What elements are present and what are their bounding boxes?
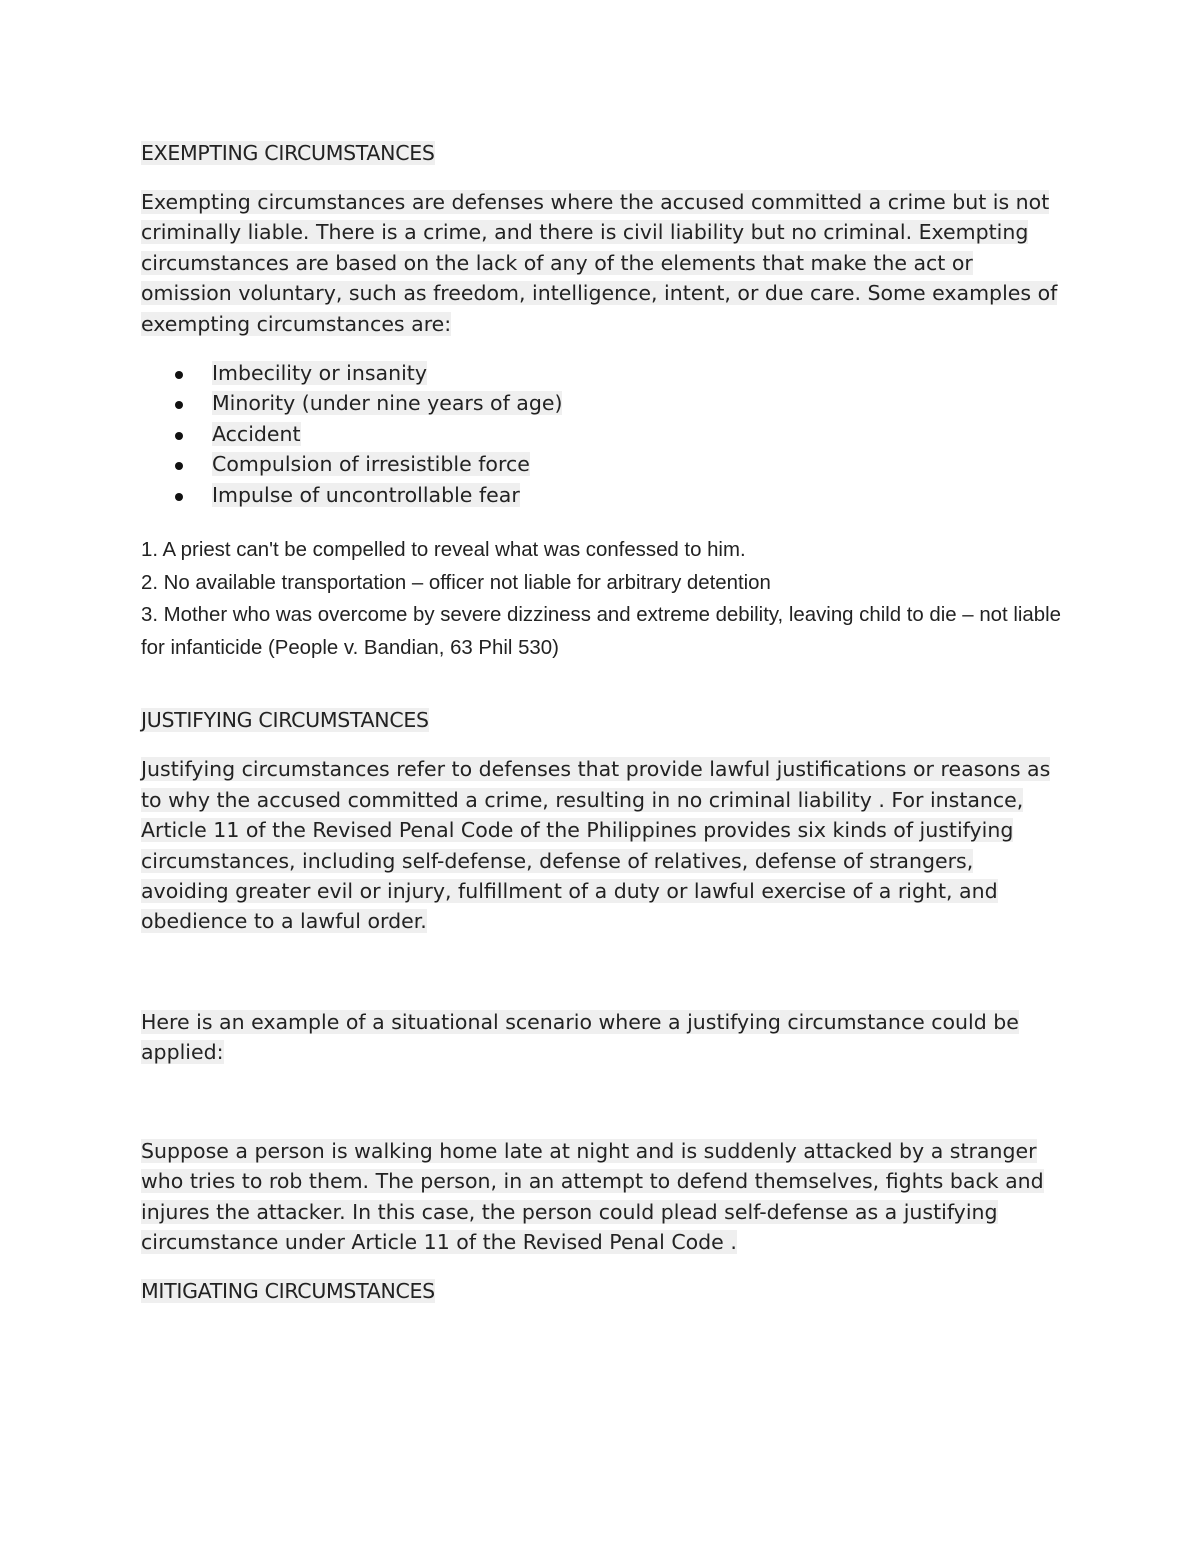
list-item: Imbecility or insanity <box>141 358 1066 388</box>
mitigating-heading <box>141 1276 1066 1306</box>
bullet-icon <box>175 401 183 409</box>
list-item: Minority (under nine years of age) <box>141 388 1066 418</box>
list-item: Impulse of uncontrollable fear <box>141 480 1066 510</box>
mitigating-heading-text: MITIGATING CIRCUMSTANCES <box>141 1279 435 1304</box>
document-page <box>141 138 1066 1306</box>
scenario-paragraph-text: Suppose a person is walking home late at night and is suddenly attacked by a stranger who tries to rob them. The person, in an attempt to defend themselves, fights back and injures the attacker. In this case, the person could plead self-defense as a justifying circumstance under Article 11 of the Revised Penal Code . <box>141 1138 1044 1254</box>
justifying-heading <box>141 705 1066 735</box>
exempting-examples-list <box>141 358 1066 510</box>
justifying-paragraph <box>141 754 1066 936</box>
bullet-icon <box>175 371 183 379</box>
numbered-example-3: 3. Mother who was overcome by severe dizziness and extreme debility, leaving child to die – not liable for infanticide (People v. Bandian, 63 Phil 530) <box>141 604 1061 659</box>
bullet-icon <box>175 432 183 440</box>
scenario-intro <box>141 1007 1066 1068</box>
scenario-paragraph <box>141 1136 1066 1258</box>
bullet-icon <box>175 493 183 501</box>
exempting-heading <box>141 138 1066 168</box>
list-item: Accident <box>141 419 1066 449</box>
exempting-paragraph <box>141 187 1066 339</box>
exempting-paragraph-text: Exempting circumstances are defenses where the accused committed a crime but is not criminally liable. There is a crime, and there is civil liability but no criminal. Exempting circumstances are based on the lack of any of the elements that make the act or omission voluntary, such as freedom, intelligence, intent, or due care. Some examples of exempting circumstances are: <box>141 190 1058 336</box>
justifying-heading-text: JUSTIFYING CIRCUMSTANCES <box>141 708 429 733</box>
numbered-example-2: 2. No available transportation – officer not liable for arbitrary detention <box>141 571 771 594</box>
scenario-intro-text: Here is an example of a situational scenario where a justifying circumstance could be applied: <box>141 1009 1019 1065</box>
numbered-examples <box>141 534 1066 664</box>
exempting-heading-text: EXEMPTING CIRCUMSTANCES <box>141 141 435 165</box>
numbered-example-1: 1. A priest can't be compelled to reveal what was confessed to him. <box>141 539 746 562</box>
justifying-paragraph-text: Justifying circumstances refer to defenses that provide lawful justifications or reasons as to why the accused committed a crime, resulting in no criminal liability . For instance, Article 11 of the Revised Penal Code of the Philippines provides six kinds of justifying circumstances, including self-defense, defense of relatives, defense of strangers, avoiding greater evil or injury, fulfillment of a duty or lawful exercise of a right, and obedience to a lawful order. <box>141 757 1051 934</box>
list-item: Compulsion of irresistible force <box>141 449 1066 479</box>
bullet-icon <box>175 462 183 470</box>
